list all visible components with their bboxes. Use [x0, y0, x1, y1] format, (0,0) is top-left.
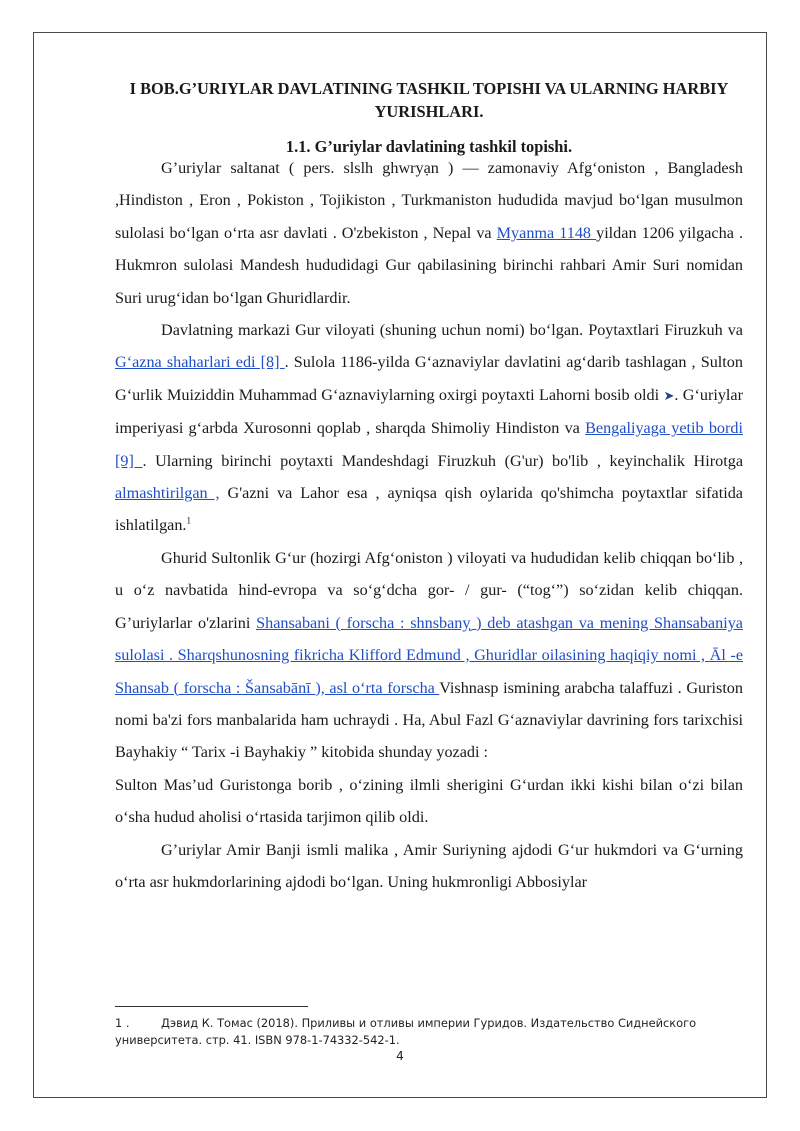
footnote: [115, 1015, 743, 1049]
paragraph-1: [115, 152, 743, 314]
section-heading: 1.1. G’uriylar davlatining tashkil topishi.: [285, 137, 573, 156]
chapter-title: I BOB.G’URIYLAR DAVLATINING TASHKIL TOPISHI VA ULARNING HARBIY YURISHLARI.: [129, 79, 729, 121]
footnote-number: 1 .: [115, 1016, 130, 1030]
link-shansabani[interactable]: Shansabani ( forscha : shnsbany̨ ) deb atashgan va mening Shansabaniya sulolasi . Sharqshunosning fikricha Klifford Edmund , Ghuridlar oilasining haqiqiy nomi , Āl -e Shansab ( forscha : Šansabānī ), asl o‘rta forscha: [115, 613, 743, 697]
footnote-separator: [115, 1006, 308, 1007]
p3-text-2: Vishnasp ismining arabcha talaffuzi . Guriston nomi ba'zi fors manbalarida ham uchraydi . Ha, Abul Fazl G‘aznaviylar davrining fors tarixchisi Bayhakiy “ Tarix -i Bayhakiy ” kitobida shunday yozadi :: [115, 678, 743, 762]
p1-text-1: G’uriylar saltanat ( pers. slslh ghwryạn ) — zamonaviy Afg‘oniston , Bangladesh ,Hindiston , Eron , Pokiston , Tojikiston , Turkmaniston hududida mavjud bo‘lgan musulmon sulolasi bo‘lgan o‘rta asr davlati . O'zbekiston , Nepal va: [115, 159, 743, 242]
p3-text-1: Ghurid Sultonlik G‘ur (hozirgi Afg‘oniston ) viloyati va hududidan kelib chiqqan bo‘lib , u o‘z navbatida hind-evropa va so‘g‘dcha gor- / gur- (“tog‘”) so‘zidan kelib chiqqan. G’uriylarlar o'zlarini: [115, 548, 743, 632]
p2-text-4: . Ularning birinchi poytaxti Mandeshdagi Firuzkuh (G'ur) bo'lib , keyinchalik Hirotga: [142, 451, 744, 470]
paragraph-2: [115, 314, 743, 542]
footnote-text: Дэвид К. Томас (2018). Приливы и отливы империи Гуридов. Издательство Сиднейского университета. стр. 41. ISBN 978-1-74332-542-1.: [115, 1016, 697, 1047]
paragraph-3: [115, 542, 743, 769]
arrow-icon: ➤: [663, 387, 675, 403]
footnote-reference[interactable]: 1: [186, 516, 191, 527]
link-myanma[interactable]: Myanma 1148: [496, 223, 597, 242]
p2-text-3: . G‘uriylar imperiyasi g‘arbda Xurosonni qoplab , sharqda Shimoliy Hindiston va: [115, 385, 743, 438]
link-bengaliya[interactable]: Bengaliyaga yetib bordi [9]: [115, 419, 743, 470]
page-number: 4: [396, 1049, 404, 1063]
p2-text-5: G'azni va Lahor esa , ayniqsa qish oylarida qo'shimcha poytaxtlar sifatida ishlatilgan.: [115, 484, 743, 535]
link-gazna[interactable]: G‘azna shaharlari edi [8]: [115, 353, 285, 372]
p2-text-1: Davlatning markazi Gur viloyati (shuning uchun nomi) bo‘lgan. Poytaxtlari Firuzkuh va: [161, 321, 743, 340]
p1-text-2: yildan 1206 yilgacha . Hukmron sulolasi Mandesh hududidagi Gur qabilasining birinchi rahbari Amir Suri nomidan Suri urug‘idan bo‘lgan Ghuridlardir.: [115, 223, 743, 307]
document-body: [115, 74, 743, 898]
p2-text-2: . Sulola 1186-yilda G‘aznaviylar davlatini ag‘darib tashlagan , Sulton G‘urlik Muiziddin Muhammad G‘aznaviylarning oxirgi poytaxti Lahorni bosib oldi: [115, 353, 743, 404]
paragraph-5: G’uriylar Amir Banji ismli malika , Amir Suriyning ajdodi G‘ur hukmdori va G‘urning o‘rta asr hukmdorlarining ajdodi bo‘lgan. Uning hukmronligi Abbosiylar: [115, 840, 743, 891]
paragraph-4: Sulton Mas’ud Guristonga borib , o‘zining ilmli sherigini G‘urdan ikki kishi bilan o‘zi bilan o‘sha hudud aholisi o‘rtasida tarjimon qilib oldi.: [115, 775, 743, 827]
link-almashtirilgan[interactable]: almashtirilgan ,: [115, 484, 220, 503]
